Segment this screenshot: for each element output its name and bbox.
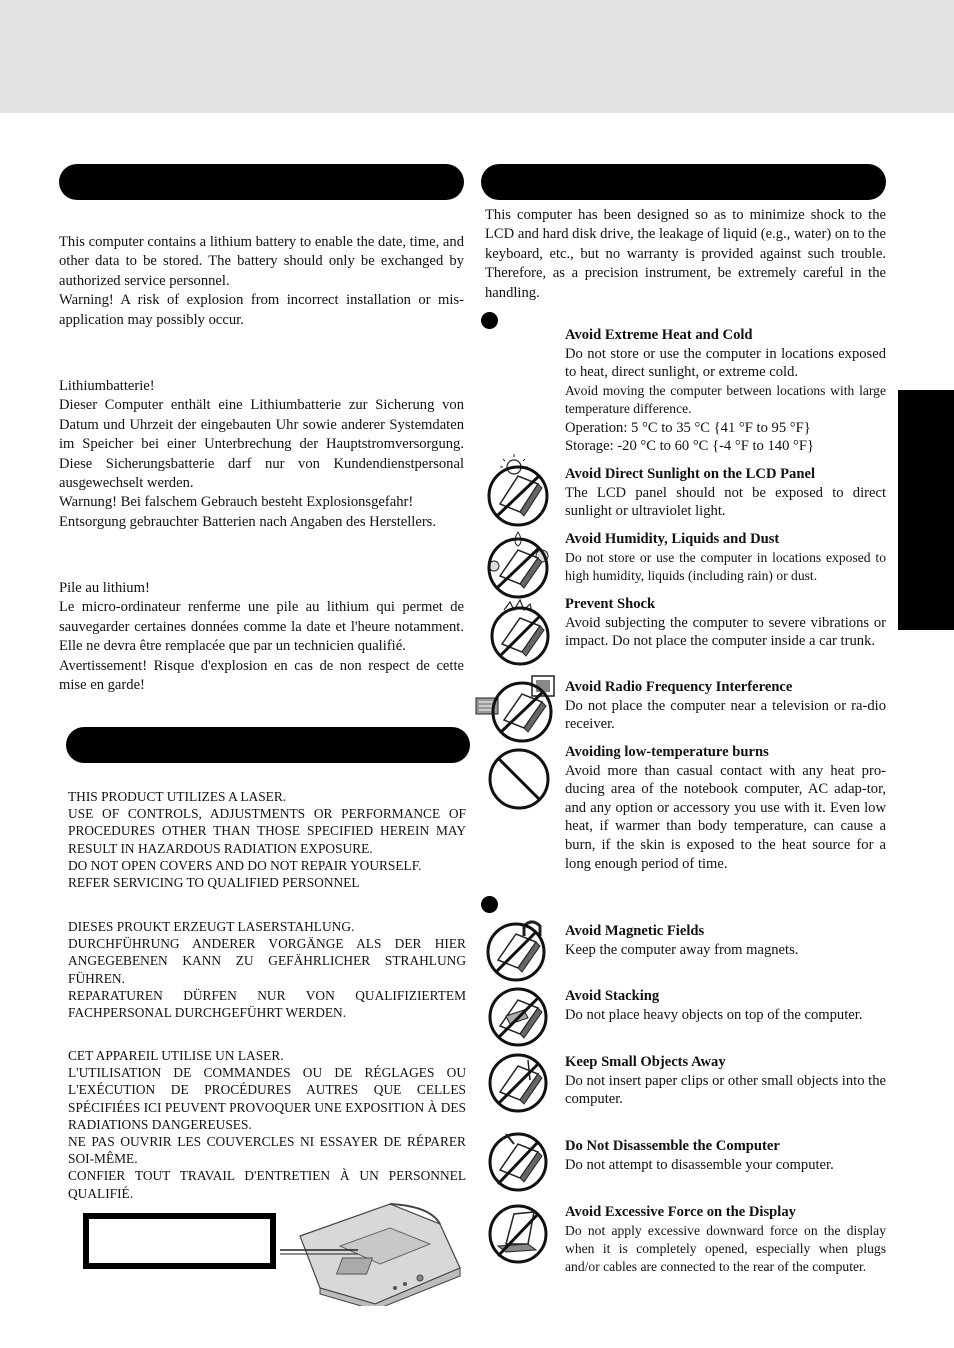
laser-warning-de (68, 918, 466, 1021)
item-body: Do not store or use the computer in locations exposed to heat, direct sunlight, or extreme cold. (565, 345, 886, 381)
lithium-de-para-2: Dieser Computer enthält eine Lithiumbatterie zur Sicherung von Datum und Uhrzeit der eingebauten Uhr sowie anderer Systemdaten im Speicher bei einer Unterbrechung der Hauptstromversorgung. Diese Sicherungsbatterie darf nur von Kundendienstpersonal ausgewechselt werden. (59, 397, 464, 492)
laser-fr-line-2: L'UTILISATION DE COMMANDES OU DE RÉGLAGES OU L'EXÉCUTION DE PROCÉDURES AUTRES QUE CELLES SPÉCIFIÉES ICI PEUVENT PROVOQUER UNE EXPOSITION À DES RADIATIONS DANGEREUSES. (68, 1065, 466, 1132)
item-small-objects (565, 1053, 886, 1109)
section-bullet-1 (481, 312, 498, 329)
laser-de-line-1: DIESES PROUKT ERZEUGT LASERSTAHLUNG. (68, 919, 355, 934)
item-humidity (565, 530, 886, 585)
item-direct-sunlight (565, 465, 886, 521)
lithium-en-para-2: Warning! A risk of explosion from incorrect installation or mis-application may possibly occur. (59, 292, 464, 328)
item-title: Avoiding low-temperature burns (565, 744, 769, 760)
small-objects-warning-icon (484, 1050, 550, 1116)
item-title: Keep Small Objects Away (565, 1054, 726, 1070)
magnet-warning-icon (484, 916, 550, 982)
handling-intro-text: This computer has been designed so as to minimize shock to the LCD and hard disk drive, the leakage of liquid (e.g., water) on to the keyboard, etc., but no warranty is provided against such trouble. Therefore, as a precision instrument, be extremely careful in the handling. (485, 207, 886, 301)
item-title: Avoid Extreme Heat and Cold (565, 327, 753, 343)
lithium-en-para-1: This computer contains a lithium battery to enable the date, time, and other data to be stored. The battery should only be exchanged by authorized service personnel. (59, 234, 464, 289)
laser-fr-line-3: NE PAS OUVRIR LES COUVERCLES NI ESSAYER DE RÉPARER SOI-MÊME. (68, 1134, 466, 1167)
lithium-battery-en (59, 233, 464, 330)
item-body: Do not place heavy objects on top of the computer. (565, 1006, 863, 1023)
item-disassemble (565, 1137, 886, 1174)
lithium-fr-para-3: Avertissement! Risque d'explosion en cas de non respect de cette mise en garde! (59, 657, 464, 694)
lithium-battery-fr (59, 579, 464, 695)
laser-de-line-2: DURCHFÜHRUNG ANDERER VORGÄNGE ALS DER HIER ANGEGEBENEN KANN ZU GEFÄHRLICHER STRAHLUNG FÜHREN. (68, 936, 466, 986)
humidity-warning-icon (484, 526, 556, 602)
lithium-de-para-3: Warnung! Bei falschem Gebrauch besteht Explosionsgefahr! (59, 494, 414, 511)
page-header-band (0, 0, 954, 113)
item-title: Do Not Disassemble the Computer (565, 1138, 780, 1154)
item-body: Do not attempt to disassemble your computer. (565, 1156, 834, 1173)
section-bullet-2 (481, 896, 498, 913)
laser-fr-line-4: CONFIER TOUT TRAVAIL D'ENTRETIEN À UN PERSONNEL QUALIFIÉ. (68, 1168, 466, 1201)
item-title: Avoid Radio Frequency Interference (565, 679, 793, 695)
item-low-temp-burns (565, 743, 886, 873)
lithium-de-para-4: Entsorgung gebrauchter Batterien nach Angaben des Herstellers. (59, 513, 437, 530)
laser-warning-en (68, 788, 466, 891)
item-body: Avoid more than casual contact with any heat pro-ducing area of the notebook computer, AC adap-tor, and any option or accessory you use with it. Even low heat, if warmer than body temperature, can cause a burn, if the skin is exposed to the heat source for a long enough period of time. (565, 762, 886, 872)
laptop-bottom-illustration (280, 1196, 470, 1311)
handling-heading-bar (481, 164, 886, 200)
laser-heading-bar (66, 727, 470, 763)
sun-warning-icon (484, 452, 554, 528)
item-extreme-heat (565, 326, 886, 456)
laser-en-line-2: USE OF CONTROLS, ADJUSTMENTS OR PERFORMANCE OF PROCEDURES OTHER THAN THOSE SPECIFIED HEREIN MAY RESULT IN HAZARDOUS RADIATION EXPOSURE. (68, 806, 466, 856)
item-excessive-force (565, 1203, 886, 1277)
lithium-battery-de (59, 377, 464, 532)
laser-en-line-1: THIS PRODUCT UTILIZES A LASER. (68, 789, 287, 804)
item-stacking (565, 987, 886, 1024)
item-body: Do not store or use the computer in locations exposed to high humidity, liquids (including rain) or dust. (565, 549, 886, 583)
lithium-de-para-1: Lithiumbatterie! (59, 378, 155, 394)
handling-intro (485, 206, 886, 303)
item-title: Avoid Excessive Force on the Display (565, 1204, 796, 1220)
item-title: Avoid Stacking (565, 988, 660, 1004)
item-radio-interference (565, 678, 886, 734)
laser-de-line-3: REPARATUREN DÜRFEN NUR VON QUALIFIZIERTEM FACHPERSONAL DURCHGEFÜHRT WERDEN. (68, 987, 466, 1021)
item-magnetic-fields (565, 922, 886, 959)
item-title: Prevent Shock (565, 596, 656, 612)
laser-en-line-3: DO NOT OPEN COVERS AND DO NOT REPAIR YOURSELF. (68, 857, 422, 873)
stacking-warning-icon (484, 984, 550, 1050)
storage-temperature: Storage: -20 °C to 60 °C {-4 °F to 140 °F} (565, 438, 814, 455)
item-prevent-shock (565, 595, 886, 651)
item-body: Avoid subjecting the computer to severe vibrations or impact. Do not place the computer inside a car trunk. (565, 614, 886, 650)
item-title: Avoid Direct Sunlight on the LCD Panel (565, 466, 816, 482)
laser-en-line-4: REFER SERVICING TO QUALIFIED PERSONNEL (68, 875, 360, 891)
disassemble-warning-icon (484, 1128, 550, 1194)
item-body-2: Avoid moving the computer between locations with large temperature difference. (565, 382, 886, 417)
item-body: Do not insert paper clips or other small objects into the computer. (565, 1072, 886, 1108)
item-title: Avoid Magnetic Fields (565, 923, 705, 939)
item-body: Do not apply excessive downward force on the display when it is completely opened, especially when plugs and/or cables are connected to the rear of the computer. (565, 1222, 886, 1275)
force-warning-icon (484, 1200, 550, 1266)
item-body: Do not place the computer near a television or ra-dio receiver. (565, 697, 886, 733)
lithium-fr-para-1: Pile au lithium! (59, 580, 150, 596)
laser-warning-fr (68, 1047, 466, 1202)
item-body: The LCD panel should not be exposed to direct sunlight or ultraviolet light. (565, 484, 886, 520)
operation-temperature: Operation: 5 °C to 35 °C {41 °F to 95 °F} (565, 419, 811, 436)
lithium-fr-para-2: Le micro-ordinateur renferme une pile au lithium qui permet de sauvegarder certaines données comme la date et l'heure notamment. Elle ne devra être remplacée que par un technicien qualifié. (59, 599, 464, 655)
laser-label-frame (83, 1213, 276, 1269)
section-side-tab (898, 390, 954, 630)
item-body: Keep the computer away from magnets. (565, 941, 799, 958)
prohibited-icon (486, 746, 552, 812)
shock-warning-icon (484, 598, 554, 668)
item-title: Avoid Humidity, Liquids and Dust (565, 531, 780, 547)
lithium-battery-heading-bar (59, 164, 464, 200)
radio-warning-icon (474, 672, 560, 748)
laser-fr-line-1: CET APPAREIL UTILISE UN LASER. (68, 1048, 284, 1063)
